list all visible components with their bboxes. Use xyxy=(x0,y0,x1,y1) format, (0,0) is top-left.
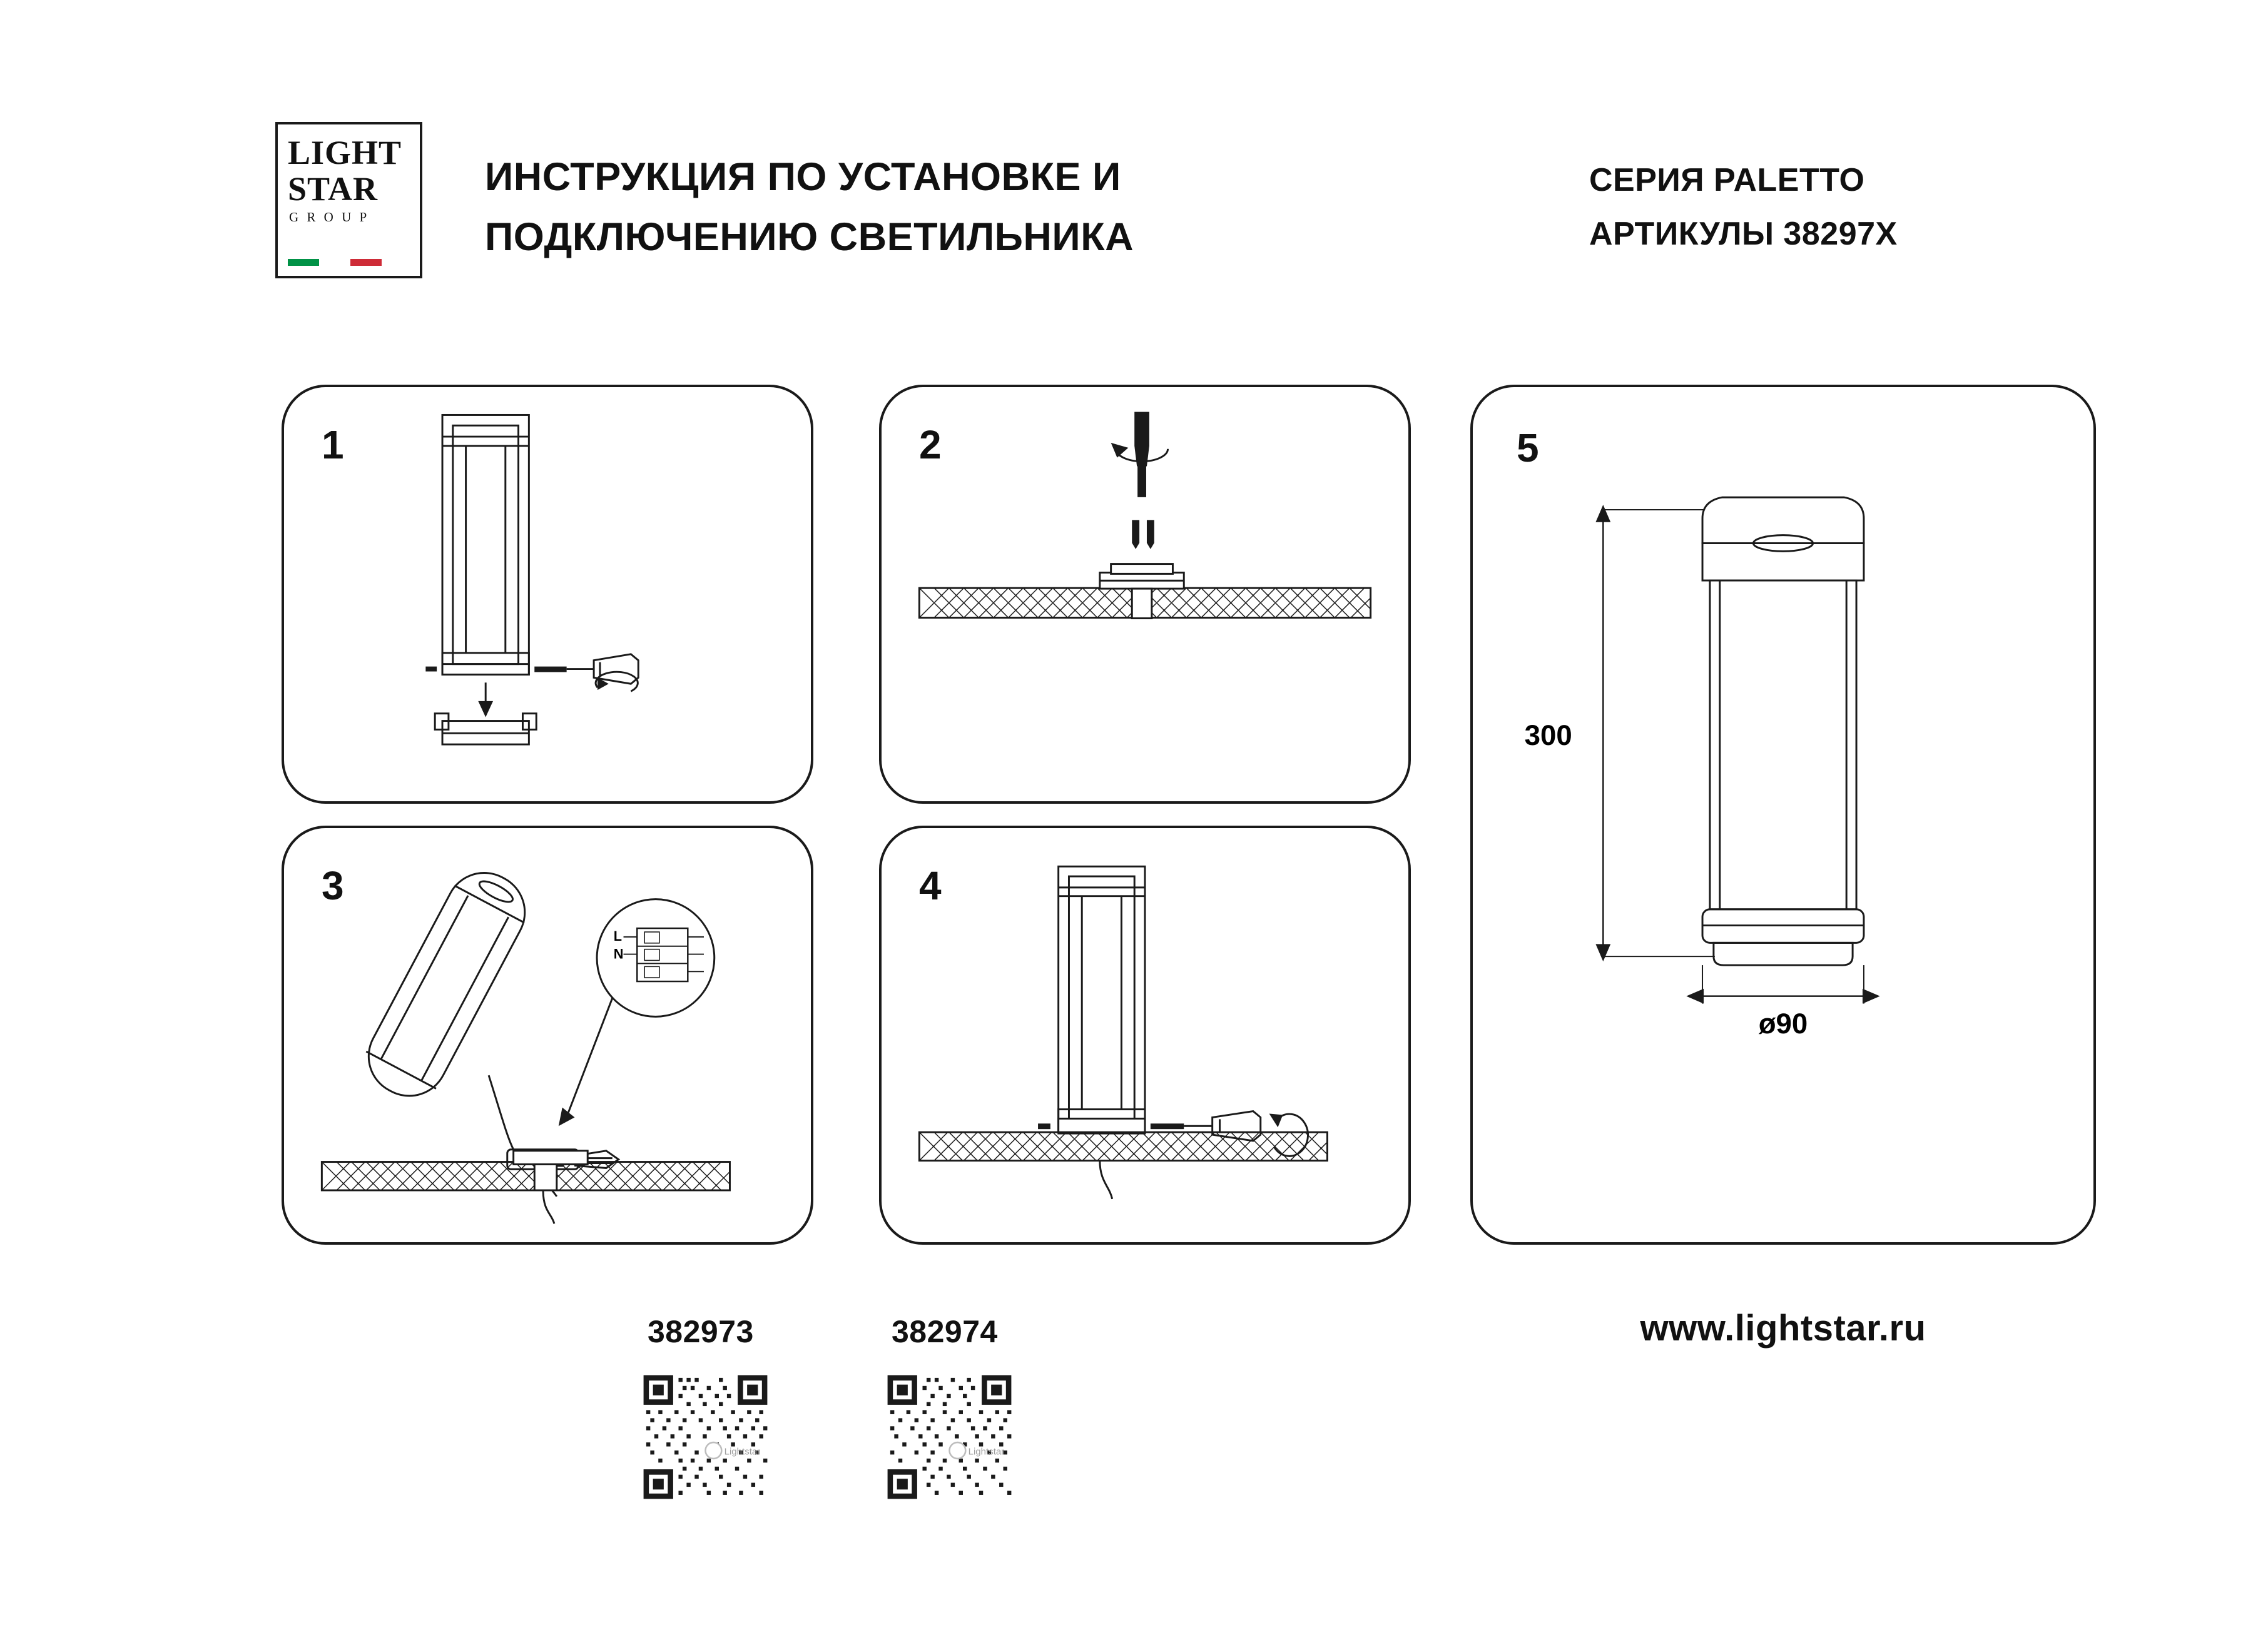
series-info xyxy=(1589,153,2215,261)
product-dimensions-drawing xyxy=(1473,387,2093,1242)
step-number-2: 2 xyxy=(919,422,942,467)
logo-line-1: LIGHT xyxy=(288,134,402,171)
step-4-illustration xyxy=(882,828,1408,1242)
italy-flag-icon xyxy=(288,259,382,266)
page-title xyxy=(485,147,1455,267)
step-number-5: 5 xyxy=(1517,425,1539,470)
step-panel-2 xyxy=(879,385,1411,804)
step-panel-4 xyxy=(879,826,1411,1245)
step-3-illustration xyxy=(284,828,811,1242)
diameter-dimension-label: ø90 xyxy=(1758,1008,1808,1040)
step-number-4: 4 xyxy=(919,863,942,908)
page-header xyxy=(0,0,2268,325)
product-code-2: 382974 xyxy=(892,1314,998,1349)
logo-line-2: STAR xyxy=(288,170,379,208)
step-1-illustration xyxy=(284,387,811,801)
svg-text:Lightstar: Lightstar xyxy=(724,1446,761,1457)
brand-logo xyxy=(275,122,422,278)
height-dimension-label: 300 xyxy=(1524,719,1572,751)
logo-group-text: G R O U P xyxy=(289,210,370,225)
title-line-2: ПОДКЛЮЧЕНИЮ СВЕТИЛЬНИКА xyxy=(485,215,1134,259)
step-panel-3 xyxy=(282,826,813,1245)
title-line-1: ИНСТРУКЦИЯ ПО УСТАНОВКЕ И xyxy=(485,155,1121,199)
article-numbers: АРТИКУЛЫ 38297X xyxy=(1589,216,1898,252)
step-number-1: 1 xyxy=(322,422,344,467)
terminal-label-n: N xyxy=(613,946,624,962)
step-panel-1 xyxy=(282,385,813,804)
qr-code-382973[interactable] xyxy=(638,1370,773,1504)
step-number-3: 3 xyxy=(322,863,344,908)
series-name: СЕРИЯ PALETTO xyxy=(1589,162,1865,198)
website-url[interactable]: www.lightstar.ru xyxy=(1640,1308,1926,1349)
product-code-1: 382973 xyxy=(648,1314,754,1349)
step-2-illustration xyxy=(882,387,1408,801)
dimensions-panel xyxy=(1470,385,2096,1245)
terminal-label-l: L xyxy=(613,928,623,944)
svg-text:Lightstar: Lightstar xyxy=(968,1446,1005,1457)
qr-code-382974[interactable] xyxy=(882,1370,1017,1504)
